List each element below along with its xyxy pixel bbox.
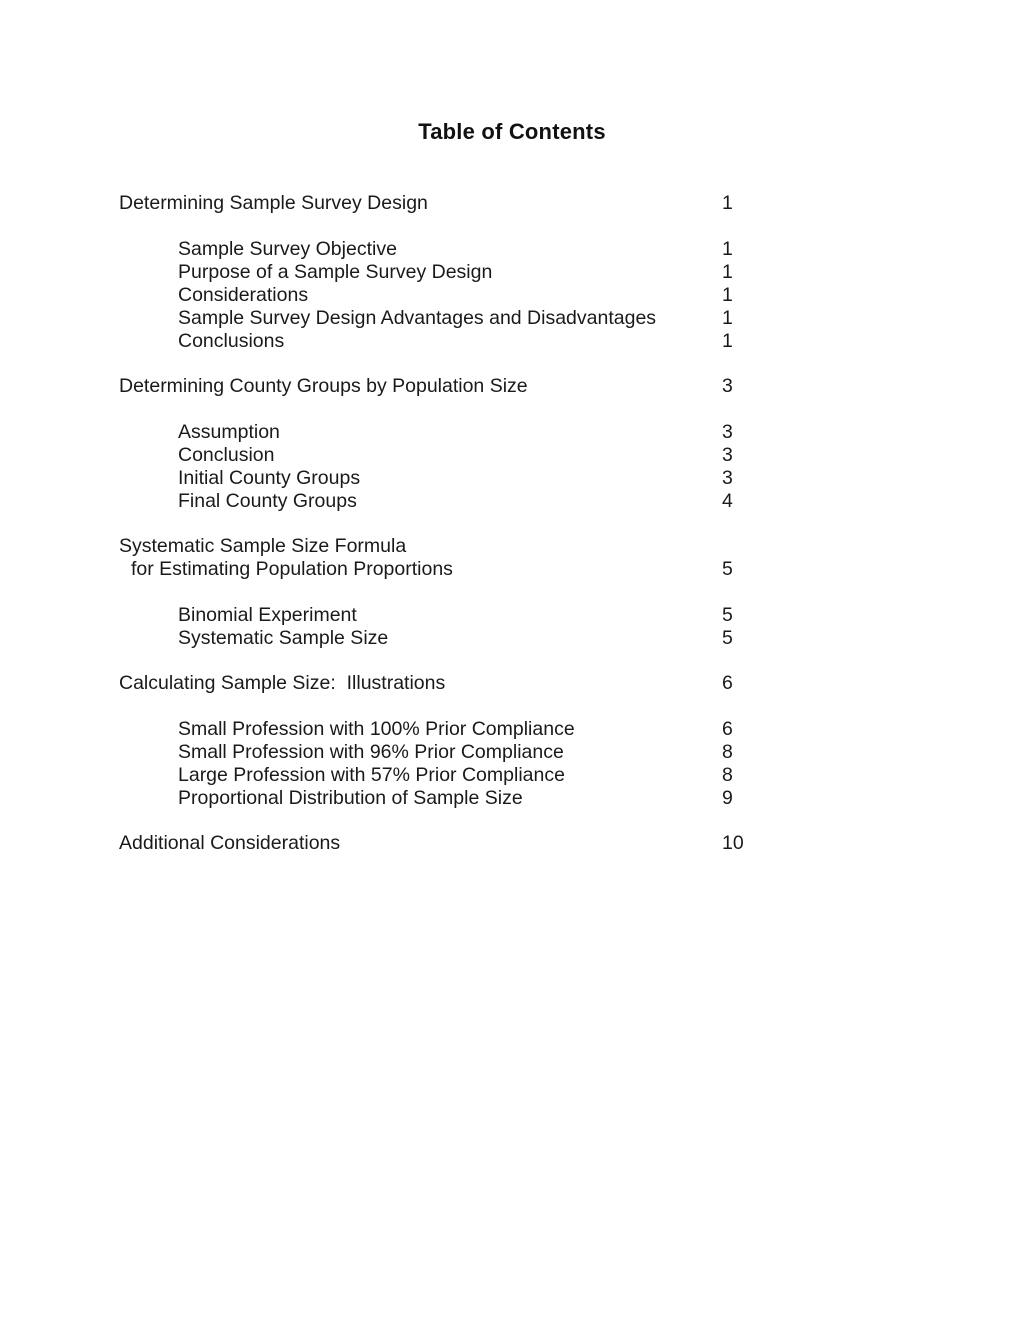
toc-entry-row[interactable] [119,764,819,787]
page-title: Table of Contents [418,119,606,144]
toc-section [119,832,819,855]
toc-subentry-group [119,238,819,353]
toc-heading-label: Systematic Sample Size Formula [119,535,407,557]
toc-entry-row[interactable] [119,787,819,810]
toc-subentry-group [119,604,819,650]
toc-page-number: 5 [722,627,733,649]
toc-entry-row[interactable] [119,490,819,513]
toc-section [119,192,819,353]
toc-heading-label: Determining Sample Survey Design [119,192,428,214]
toc-entry-label: Final County Groups [178,490,357,512]
toc-entry-label: Proportional Distribution of Sample Size [178,787,523,809]
toc-section [119,535,819,650]
toc-heading-row[interactable] [119,672,819,695]
toc-entry-row[interactable] [119,604,819,627]
toc-heading-label: for Estimating Population Proportions [131,558,453,580]
toc-entry-label: Considerations [178,284,309,306]
toc-page-number: 3 [722,467,733,489]
toc-entry-label: Sample Survey Objective [178,238,397,260]
toc-section [119,672,819,810]
toc-page-number: 5 [722,558,733,580]
toc-heading-row[interactable] [119,192,819,215]
toc-entry-row[interactable] [119,718,819,741]
toc-page-number: 3 [722,444,733,466]
toc-entry-label: Sample Survey Design Advantages and Disadvantages [178,307,657,329]
toc-entry-row[interactable] [119,444,819,467]
toc-entry-label: Large Profession with 57% Prior Compliance [178,764,565,786]
toc-page-number: 1 [722,330,733,352]
toc-page-number: 6 [722,672,733,694]
toc-entry-label: Binomial Experiment [178,604,357,626]
toc-page-number: 3 [722,421,733,443]
toc-entry-label: Systematic Sample Size [178,627,389,649]
toc-entry-label: Initial County Groups [178,467,361,489]
toc-page-number: 5 [722,604,733,626]
toc-subentry-group [119,421,819,513]
toc-page-number: 8 [722,741,733,763]
toc-heading-row[interactable] [119,558,819,581]
toc-page-number: 8 [722,764,733,786]
toc-page-number: 3 [722,375,733,397]
table-of-contents [119,192,819,877]
toc-heading-row[interactable] [119,375,819,398]
toc-entry-row[interactable] [119,238,819,261]
toc-heading-row[interactable] [119,832,819,855]
toc-page-number: 1 [722,261,733,283]
toc-entry-row[interactable] [119,330,819,353]
toc-entry-row[interactable] [119,741,819,764]
toc-page-number: 4 [722,490,733,512]
toc-entry-row[interactable] [119,284,819,307]
toc-heading-label: Additional Considerations [119,832,341,854]
toc-entry-label: Small Profession with 96% Prior Compliance [178,741,564,763]
toc-page-number: 9 [722,787,733,809]
toc-heading-row[interactable] [119,535,819,558]
toc-entry-label: Conclusion [178,444,275,466]
toc-entry-label: Purpose of a Sample Survey Design [178,261,493,283]
toc-page-number: 6 [722,718,733,740]
toc-page-number: 1 [722,238,733,260]
toc-section [119,375,819,513]
toc-page-number: 1 [722,192,733,214]
toc-entry-row[interactable] [119,421,819,444]
toc-entry-row[interactable] [119,307,819,330]
toc-subentry-group [119,718,819,810]
toc-page-number: 10 [722,832,744,854]
toc-heading-label: Determining County Groups by Population Size [119,375,528,397]
toc-page-number: 1 [722,307,733,329]
toc-entry-row[interactable] [119,467,819,490]
toc-entry-label: Conclusions [178,330,285,352]
toc-entry-label: Assumption [178,421,280,443]
toc-page-number: 1 [722,284,733,306]
toc-entry-row[interactable] [119,627,819,650]
toc-entry-label: Small Profession with 100% Prior Compliance [178,718,575,740]
toc-heading-label: Calculating Sample Size: Illustrations [119,672,446,694]
toc-entry-row[interactable] [119,261,819,284]
